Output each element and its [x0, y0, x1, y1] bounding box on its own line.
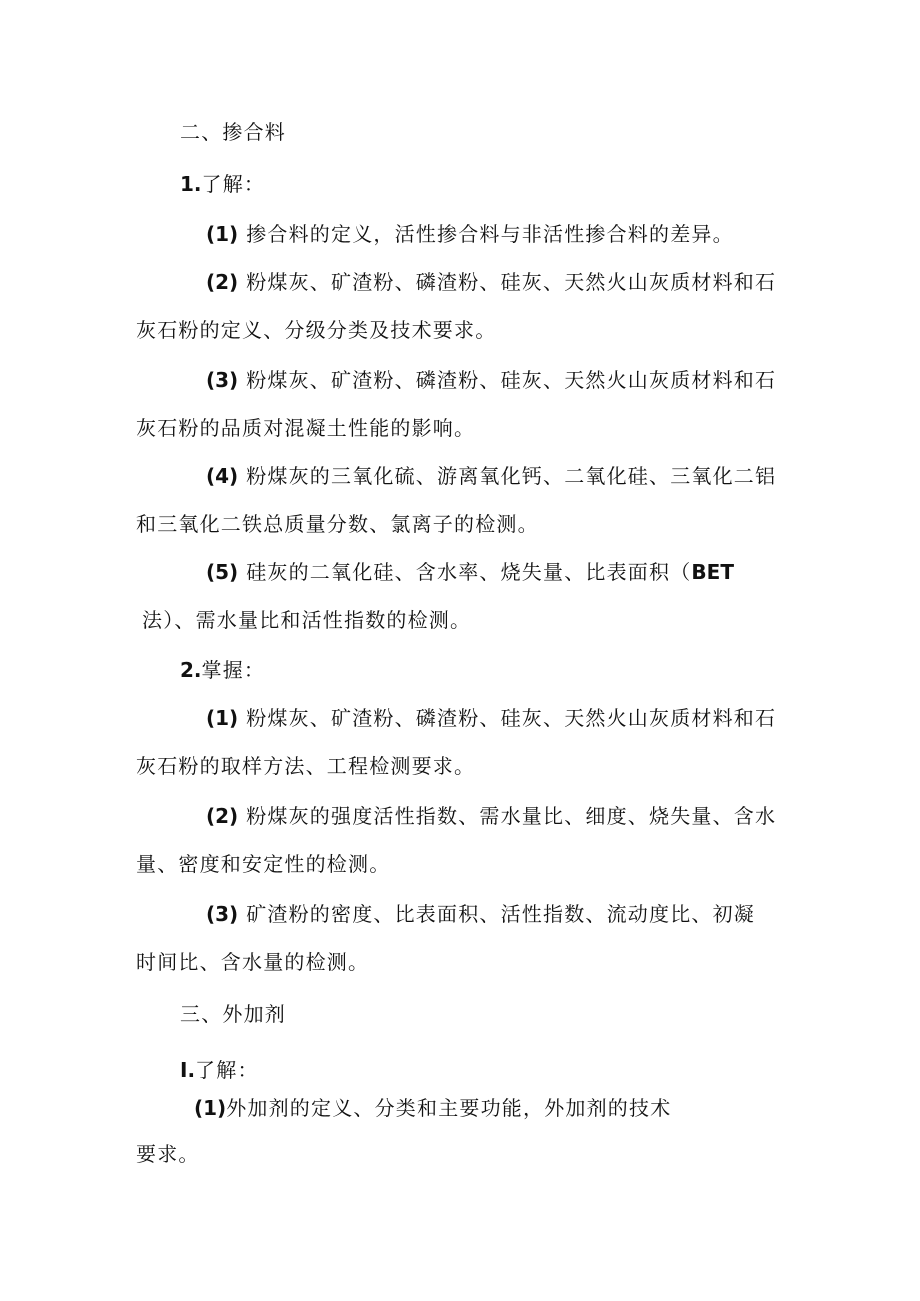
item-number: (1): [206, 222, 239, 246]
list-item: [194, 1094, 671, 1122]
item-number: (1): [194, 1096, 227, 1120]
list-item: [206, 802, 776, 830]
list-item: [206, 704, 776, 732]
list-item: [206, 558, 734, 586]
item-number: (5): [206, 560, 239, 584]
item-number: (3): [206, 902, 239, 926]
item-text: 粉煤灰的三氧化硫、游离氧化钙、二氧化硅、三氧化二铝: [246, 464, 777, 488]
item-text: 掺合料的定义，活性掺合料与非活性掺合料的差异。: [246, 222, 734, 246]
subsection-label-text: 了解：: [201, 172, 266, 196]
list-item: [206, 366, 776, 394]
list-item-continuation: [142, 606, 471, 634]
item-text: 外加剂的定义、分类和主要功能，外加剂的技术: [226, 1096, 672, 1120]
item-text: 时间比、含水量的检测。: [136, 950, 370, 974]
subsection-number: I.: [180, 1058, 196, 1082]
item-number: (3): [206, 368, 239, 392]
section-heading: [180, 118, 286, 146]
item-text: 硅灰的二氧化硅、含水率、烧失量、比表面积（: [246, 560, 692, 584]
subsection-number: 1.: [180, 172, 202, 196]
subsection-label-text: 掌握：: [201, 658, 266, 682]
list-item-continuation: [136, 414, 475, 442]
section-heading-text: 三、外加剂: [180, 1002, 286, 1026]
subsection-label: [180, 170, 265, 198]
item-text-abbrev: BET: [691, 560, 734, 584]
item-text: 粉煤灰、矿渣粉、磷渣粉、硅灰、天然火山灰质材料和石: [246, 368, 777, 392]
item-number: (1): [206, 706, 239, 730]
section-heading: [180, 1000, 286, 1028]
list-item: [206, 268, 776, 296]
subsection-label: [180, 1056, 259, 1084]
item-number: (4): [206, 464, 239, 488]
section-heading-text: 二、掺合料: [180, 120, 286, 144]
subsection-label-text: 了解：: [195, 1058, 259, 1082]
list-item: [206, 900, 755, 928]
item-text: 法）、需水量比和活性指数的检测。: [142, 608, 472, 632]
item-text: 灰石粉的取样方法、工程检测要求。: [136, 754, 476, 778]
list-item-continuation: [136, 510, 539, 538]
item-text: 灰石粉的品质对混凝土性能的影响。: [136, 416, 476, 440]
list-item-continuation: [136, 850, 390, 878]
item-text: 粉煤灰、矿渣粉、磷渣粉、硅灰、天然火山灰质材料和石: [246, 706, 777, 730]
item-text: 灰石粉的定义、分级分类及技术要求。: [136, 318, 497, 342]
list-item-continuation: [136, 948, 369, 976]
list-item: [206, 220, 734, 248]
item-number: (2): [206, 270, 239, 294]
item-text: 矿渣粉的密度、比表面积、活性指数、流动度比、初凝: [246, 902, 756, 926]
list-item-continuation: [136, 316, 496, 344]
list-item: [206, 462, 776, 490]
item-number: (2): [206, 804, 239, 828]
item-text: 量、密度和安定性的检测。: [136, 852, 391, 876]
list-item-continuation: [136, 752, 475, 780]
item-text: 粉煤灰、矿渣粉、磷渣粉、硅灰、天然火山灰质材料和石: [246, 270, 777, 294]
item-text: 和三氧化二铁总质量分数、氯离子的检测。: [136, 512, 539, 536]
item-text: 粉煤灰的强度活性指数、需水量比、细度、烧失量、含水: [246, 804, 777, 828]
subsection-number: 2.: [180, 658, 202, 682]
list-item-continuation: [136, 1140, 200, 1168]
subsection-label: [180, 656, 265, 684]
item-text: 要求。: [136, 1142, 200, 1166]
